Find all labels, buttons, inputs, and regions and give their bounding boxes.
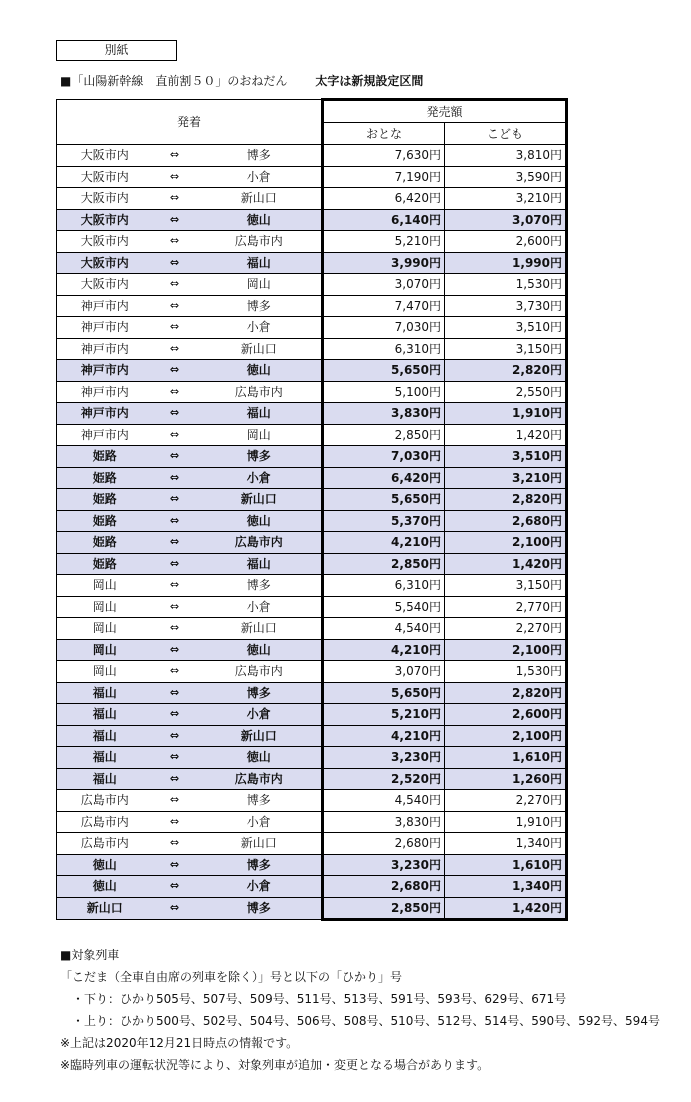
row-to: 小倉 <box>197 317 323 339</box>
row-adult-fare: 2,520円 <box>323 768 445 790</box>
row-child-fare: 1,420円 <box>445 897 567 920</box>
row-to: 博多 <box>197 295 323 317</box>
row-to: 広島市内 <box>197 661 323 683</box>
row-to: 福山 <box>197 553 323 575</box>
row-arrow: ⇔ <box>153 833 197 855</box>
row-to: 新山口 <box>197 618 323 640</box>
row-child-fare: 2,270円 <box>445 790 567 812</box>
row-to: 小倉 <box>197 467 323 489</box>
row-from: 広島市内 <box>57 790 153 812</box>
info-date-note: ※上記は2020年12月21日時点の情報です。 <box>60 1036 299 1050</box>
row-to: 徳山 <box>197 209 323 231</box>
row-arrow: ⇔ <box>153 166 197 188</box>
table-row <box>57 188 567 210</box>
row-arrow: ⇔ <box>153 231 197 253</box>
row-child-fare: 2,680円 <box>445 510 567 532</box>
row-adult-fare: 7,470円 <box>323 295 445 317</box>
row-arrow: ⇔ <box>153 446 197 468</box>
row-from: 大阪市内 <box>57 231 153 253</box>
row-child-fare: 1,420円 <box>445 553 567 575</box>
row-arrow: ⇔ <box>153 467 197 489</box>
table-row <box>57 209 567 231</box>
row-adult-fare: 5,650円 <box>323 682 445 704</box>
row-from: 姫路 <box>57 446 153 468</box>
row-adult-fare: 5,540円 <box>323 596 445 618</box>
row-child-fare: 2,820円 <box>445 682 567 704</box>
row-from: 福山 <box>57 768 153 790</box>
table-row <box>57 252 567 274</box>
table-row <box>57 768 567 790</box>
row-child-fare: 2,600円 <box>445 704 567 726</box>
row-child-fare: 1,910円 <box>445 811 567 833</box>
table-row <box>57 747 567 769</box>
row-arrow: ⇔ <box>153 338 197 360</box>
row-child-fare: 2,770円 <box>445 596 567 618</box>
row-arrow: ⇔ <box>153 188 197 210</box>
row-adult-fare: 5,210円 <box>323 231 445 253</box>
bold-note: 太字は新規設定区間 <box>315 74 424 88</box>
up-trains: ・上り：ひかり500号、502号、504号、506号、508号、510号、512号、514号、590号、592号、594号 <box>72 1014 660 1028</box>
row-child-fare: 2,100円 <box>445 725 567 747</box>
row-adult-fare: 3,070円 <box>323 661 445 683</box>
row-child-fare: 3,510円 <box>445 317 567 339</box>
row-child-fare: 1,260円 <box>445 768 567 790</box>
row-adult-fare: 7,190円 <box>323 166 445 188</box>
row-to: 博多 <box>197 854 323 876</box>
row-arrow: ⇔ <box>153 145 197 167</box>
row-from: 岡山 <box>57 575 153 597</box>
table-row <box>57 618 567 640</box>
table-row <box>57 338 567 360</box>
row-adult-fare: 6,310円 <box>323 338 445 360</box>
row-child-fare: 1,530円 <box>445 661 567 683</box>
row-child-fare: 1,910円 <box>445 403 567 425</box>
row-arrow: ⇔ <box>153 682 197 704</box>
table-row <box>57 811 567 833</box>
table-row <box>57 145 567 167</box>
row-child-fare: 1,610円 <box>445 854 567 876</box>
row-from: 神戸市内 <box>57 295 153 317</box>
row-to: 博多 <box>197 446 323 468</box>
fare-table-body <box>57 145 567 920</box>
row-from: 福山 <box>57 725 153 747</box>
row-arrow: ⇔ <box>153 209 197 231</box>
row-adult-fare: 6,310円 <box>323 575 445 597</box>
row-to: 新山口 <box>197 188 323 210</box>
table-row <box>57 704 567 726</box>
row-from: 姫路 <box>57 510 153 532</box>
row-adult-fare: 5,650円 <box>323 360 445 382</box>
header-price: 発売額 <box>323 100 567 123</box>
page-heading <box>60 72 423 89</box>
row-adult-fare: 3,990円 <box>323 252 445 274</box>
row-arrow: ⇔ <box>153 897 197 920</box>
row-child-fare: 1,990円 <box>445 252 567 274</box>
row-to: 徳山 <box>197 639 323 661</box>
row-from: 神戸市内 <box>57 360 153 382</box>
row-from: 岡山 <box>57 661 153 683</box>
row-to: 新山口 <box>197 833 323 855</box>
header-adult: おとな <box>323 123 445 145</box>
table-row <box>57 424 567 446</box>
row-arrow: ⇔ <box>153 790 197 812</box>
row-to: 徳山 <box>197 510 323 532</box>
table-row <box>57 403 567 425</box>
row-adult-fare: 4,210円 <box>323 532 445 554</box>
table-row <box>57 274 567 296</box>
row-from: 徳山 <box>57 854 153 876</box>
row-child-fare: 2,270円 <box>445 618 567 640</box>
row-child-fare: 3,210円 <box>445 188 567 210</box>
table-row <box>57 661 567 683</box>
row-arrow: ⇔ <box>153 510 197 532</box>
row-from: 姫路 <box>57 532 153 554</box>
row-adult-fare: 2,850円 <box>323 424 445 446</box>
row-to: 福山 <box>197 252 323 274</box>
row-arrow: ⇔ <box>153 489 197 511</box>
row-adult-fare: 6,420円 <box>323 188 445 210</box>
row-from: 姫路 <box>57 467 153 489</box>
row-to: 博多 <box>197 897 323 920</box>
row-arrow: ⇔ <box>153 618 197 640</box>
row-arrow: ⇔ <box>153 403 197 425</box>
row-to: 広島市内 <box>197 768 323 790</box>
row-from: 神戸市内 <box>57 381 153 403</box>
row-to: 小倉 <box>197 811 323 833</box>
row-child-fare: 3,730円 <box>445 295 567 317</box>
row-adult-fare: 3,230円 <box>323 747 445 769</box>
row-adult-fare: 3,830円 <box>323 403 445 425</box>
attachment-label: 別紙 <box>56 40 177 61</box>
row-arrow: ⇔ <box>153 553 197 575</box>
row-from: 福山 <box>57 704 153 726</box>
row-adult-fare: 4,210円 <box>323 639 445 661</box>
row-arrow: ⇔ <box>153 596 197 618</box>
table-row <box>57 790 567 812</box>
table-row <box>57 596 567 618</box>
row-adult-fare: 2,680円 <box>323 876 445 898</box>
table-row <box>57 231 567 253</box>
row-arrow: ⇔ <box>153 381 197 403</box>
row-to: 新山口 <box>197 725 323 747</box>
row-from: 大阪市内 <box>57 209 153 231</box>
row-child-fare: 3,810円 <box>445 145 567 167</box>
table-row <box>57 381 567 403</box>
row-child-fare: 3,150円 <box>445 575 567 597</box>
row-from: 福山 <box>57 747 153 769</box>
table-row <box>57 876 567 898</box>
row-arrow: ⇔ <box>153 360 197 382</box>
row-adult-fare: 6,140円 <box>323 209 445 231</box>
row-child-fare: 3,210円 <box>445 467 567 489</box>
target-trains-desc: 「こだま（全車自由席の列車を除く）」号と以下の「ひかり」号 <box>60 970 403 984</box>
target-trains-title: ■対象列車 <box>60 948 120 962</box>
fare-table <box>56 98 568 921</box>
row-child-fare: 2,820円 <box>445 360 567 382</box>
table-row <box>57 489 567 511</box>
row-from: 大阪市内 <box>57 252 153 274</box>
row-to: 広島市内 <box>197 231 323 253</box>
row-adult-fare: 5,100円 <box>323 381 445 403</box>
row-adult-fare: 4,540円 <box>323 618 445 640</box>
row-adult-fare: 7,630円 <box>323 145 445 167</box>
row-to: 徳山 <box>197 747 323 769</box>
row-to: 小倉 <box>197 876 323 898</box>
row-to: 岡山 <box>197 424 323 446</box>
row-child-fare: 2,100円 <box>445 532 567 554</box>
table-row <box>57 295 567 317</box>
row-adult-fare: 3,230円 <box>323 854 445 876</box>
row-adult-fare: 4,210円 <box>323 725 445 747</box>
row-child-fare: 3,510円 <box>445 446 567 468</box>
row-child-fare: 2,100円 <box>445 639 567 661</box>
row-to: 新山口 <box>197 338 323 360</box>
row-adult-fare: 7,030円 <box>323 317 445 339</box>
row-adult-fare: 2,680円 <box>323 833 445 855</box>
row-adult-fare: 2,850円 <box>323 553 445 575</box>
row-adult-fare: 2,850円 <box>323 897 445 920</box>
row-arrow: ⇔ <box>153 876 197 898</box>
row-to: 福山 <box>197 403 323 425</box>
row-to: 博多 <box>197 145 323 167</box>
table-row <box>57 575 567 597</box>
change-note: ※臨時列車の運転状況等により、対象列車が追加・変更となる場合があります。 <box>60 1058 490 1072</box>
table-row <box>57 833 567 855</box>
row-from: 大阪市内 <box>57 188 153 210</box>
row-arrow: ⇔ <box>153 639 197 661</box>
row-arrow: ⇔ <box>153 532 197 554</box>
row-arrow: ⇔ <box>153 747 197 769</box>
row-child-fare: 1,420円 <box>445 424 567 446</box>
row-to: 小倉 <box>197 704 323 726</box>
row-from: 神戸市内 <box>57 338 153 360</box>
row-child-fare: 1,340円 <box>445 833 567 855</box>
row-arrow: ⇔ <box>153 704 197 726</box>
row-arrow: ⇔ <box>153 768 197 790</box>
row-from: 岡山 <box>57 618 153 640</box>
row-adult-fare: 5,650円 <box>323 489 445 511</box>
page-title: ■「山陽新幹線 直前割５０」のおねだん <box>60 74 288 88</box>
table-row <box>57 317 567 339</box>
row-arrow: ⇔ <box>153 274 197 296</box>
row-child-fare: 3,590円 <box>445 166 567 188</box>
row-from: 広島市内 <box>57 811 153 833</box>
row-arrow: ⇔ <box>153 295 197 317</box>
row-arrow: ⇔ <box>153 252 197 274</box>
table-row <box>57 446 567 468</box>
row-child-fare: 2,600円 <box>445 231 567 253</box>
table-row <box>57 467 567 489</box>
row-to: 小倉 <box>197 166 323 188</box>
table-row <box>57 553 567 575</box>
row-to: 徳山 <box>197 360 323 382</box>
table-row <box>57 360 567 382</box>
table-row <box>57 510 567 532</box>
row-arrow: ⇔ <box>153 725 197 747</box>
header-child: こども <box>445 123 567 145</box>
row-adult-fare: 4,540円 <box>323 790 445 812</box>
row-adult-fare: 5,370円 <box>323 510 445 532</box>
row-from: 大阪市内 <box>57 166 153 188</box>
row-from: 姫路 <box>57 489 153 511</box>
row-from: 岡山 <box>57 639 153 661</box>
row-to: 博多 <box>197 575 323 597</box>
row-to: 小倉 <box>197 596 323 618</box>
row-child-fare: 1,610円 <box>445 747 567 769</box>
header-route: 発着 <box>57 100 323 145</box>
row-from: 神戸市内 <box>57 403 153 425</box>
row-arrow: ⇔ <box>153 854 197 876</box>
row-adult-fare: 7,030円 <box>323 446 445 468</box>
row-arrow: ⇔ <box>153 811 197 833</box>
row-to: 博多 <box>197 682 323 704</box>
row-from: 岡山 <box>57 596 153 618</box>
row-child-fare: 2,820円 <box>445 489 567 511</box>
row-arrow: ⇔ <box>153 317 197 339</box>
row-adult-fare: 6,420円 <box>323 467 445 489</box>
down-trains: ・下り：ひかり505号、507号、509号、511号、513号、591号、593号、629号、671号 <box>72 992 567 1006</box>
row-arrow: ⇔ <box>153 424 197 446</box>
row-to: 岡山 <box>197 274 323 296</box>
row-adult-fare: 3,070円 <box>323 274 445 296</box>
table-row <box>57 532 567 554</box>
row-from: 福山 <box>57 682 153 704</box>
row-arrow: ⇔ <box>153 661 197 683</box>
row-child-fare: 2,550円 <box>445 381 567 403</box>
row-from: 広島市内 <box>57 833 153 855</box>
row-to: 広島市内 <box>197 532 323 554</box>
table-row <box>57 166 567 188</box>
table-row <box>57 897 567 920</box>
row-from: 大阪市内 <box>57 274 153 296</box>
row-to: 博多 <box>197 790 323 812</box>
row-from: 神戸市内 <box>57 317 153 339</box>
footer-notes <box>60 944 660 1076</box>
row-to: 広島市内 <box>197 381 323 403</box>
row-child-fare: 3,070円 <box>445 209 567 231</box>
row-from: 大阪市内 <box>57 145 153 167</box>
row-arrow: ⇔ <box>153 575 197 597</box>
table-row <box>57 725 567 747</box>
table-row <box>57 682 567 704</box>
row-from: 新山口 <box>57 897 153 920</box>
row-to: 新山口 <box>197 489 323 511</box>
row-child-fare: 1,530円 <box>445 274 567 296</box>
table-row <box>57 639 567 661</box>
table-row <box>57 854 567 876</box>
row-child-fare: 1,340円 <box>445 876 567 898</box>
row-from: 神戸市内 <box>57 424 153 446</box>
row-child-fare: 3,150円 <box>445 338 567 360</box>
row-from: 姫路 <box>57 553 153 575</box>
row-adult-fare: 5,210円 <box>323 704 445 726</box>
row-adult-fare: 3,830円 <box>323 811 445 833</box>
row-from: 徳山 <box>57 876 153 898</box>
